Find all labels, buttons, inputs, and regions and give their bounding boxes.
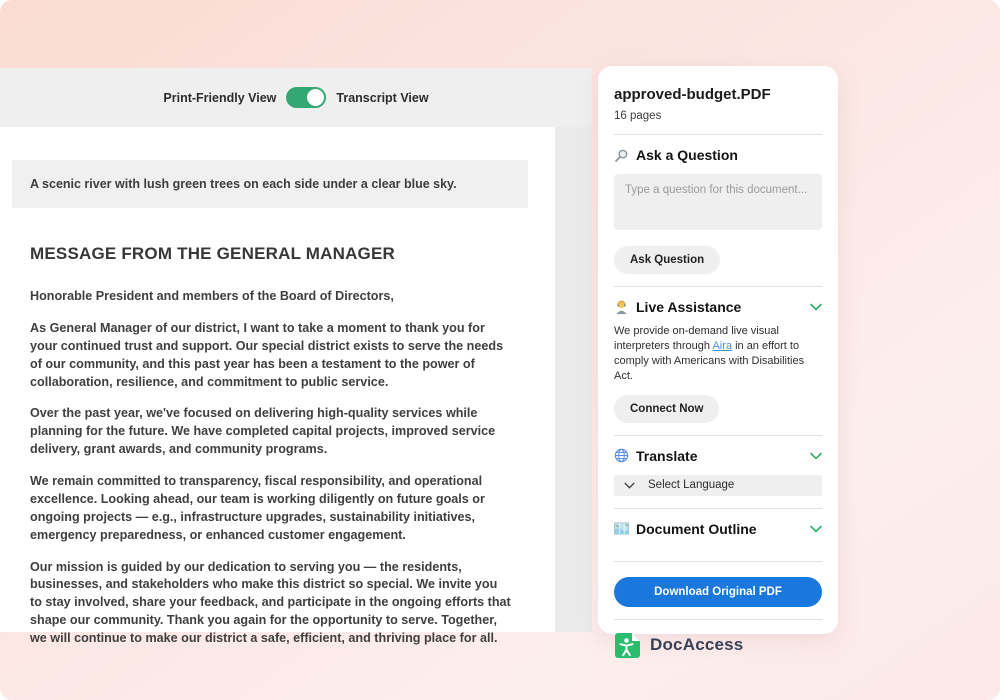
question-input[interactable] (614, 174, 822, 230)
divider (614, 134, 822, 135)
select-language-dropdown[interactable] (614, 475, 822, 496)
document-viewer (0, 68, 592, 645)
document-filename: approved-budget.PDF (614, 86, 771, 103)
live-assistance-title: Live Assistance (636, 299, 742, 315)
tools-sidebar (598, 66, 838, 655)
paragraph: Honorable President and members of the Board of Directors, (30, 289, 394, 303)
paragraph: Our mission is guided by our dedication to serving you — the residents, businesses, and stakeholders who make this district so special. We invite you to stay involved, share your feedback, and participate in the ongoing efforts that shape our community. Thank you again for the opportunity to serve. Together, we will continue to make our district a safe, efficient, and thriving place for all. (30, 559, 511, 645)
image-alt-text-box: A scenic river with lush green trees on each side under a clear blue sky. (12, 160, 528, 208)
transcript-view-label: Transcript View (336, 90, 429, 105)
print-friendly-view-label: Print-Friendly View (163, 90, 277, 105)
divider (614, 508, 822, 509)
live-assistance-header[interactable] (614, 299, 822, 315)
toggle-knob (307, 89, 324, 106)
ask-a-question-header (614, 147, 822, 163)
document-outline-title: Document Outline (636, 520, 757, 537)
search-icon (614, 148, 629, 163)
ask-a-question-title: Ask a Question (636, 147, 738, 163)
select-language-label: Select Language (648, 479, 735, 492)
translate-title: Translate (636, 447, 698, 464)
paragraph: We remain committed to transparency, fiscal responsibility, and operational excellence. Looking ahead, our team is working diligently on future goals or ongoing projects — e.g., infrastructure upgrades, sustainability initiatives, emergency preparedness, or enhanced customer engagement. (30, 474, 485, 542)
view-toolbar (0, 68, 592, 127)
document-body (30, 288, 512, 648)
aira-link[interactable]: Aira (712, 339, 733, 352)
live-text-before: We provide on-demand live visual interpreters through (614, 325, 779, 352)
translate-header[interactable] (614, 448, 822, 464)
chevron-down-icon[interactable] (810, 525, 822, 533)
brand-name: DocAccess (650, 635, 744, 655)
live-text-after: in an effort to comply with Americans with Disabilities Act. (614, 339, 805, 382)
paragraph: As General Manager of our district, I want to take a moment to thank you for your continued trust and support. Our special district exists to serve the needs of our community, and this past year has been a testament to the power of collaboration, resilience, and commitment to public service. (30, 320, 504, 389)
divider (614, 619, 822, 620)
document-heading: MESSAGE FROM THE GENERAL MANAGER (30, 244, 395, 263)
paragraph: Over the past year, we've focused on delivering high-quality services while planning for the future. We have completed capital projects, improved service delivery, grant awards, and community programs. (30, 406, 496, 457)
map-icon (614, 522, 629, 535)
page-count: 16 pages (614, 110, 662, 122)
brand-footer (614, 632, 822, 659)
document-page (0, 127, 555, 645)
divider (614, 435, 822, 436)
chevron-down-icon[interactable] (810, 303, 822, 311)
live-assistance-description (614, 324, 824, 384)
docaccess-logo-icon (614, 632, 641, 659)
chevron-down-icon (624, 482, 635, 489)
divider (614, 561, 822, 562)
connect-now-button[interactable]: Connect Now (614, 395, 719, 423)
ask-question-button[interactable]: Ask Question (614, 246, 720, 274)
live-interpreter-person-icon (614, 300, 629, 315)
chevron-down-icon[interactable] (810, 452, 822, 460)
globe-icon (614, 448, 629, 463)
view-mode-toggle[interactable] (286, 87, 326, 108)
document-outline-header[interactable] (614, 521, 822, 537)
divider (614, 286, 822, 287)
download-original-pdf-button[interactable]: Download Original PDF (614, 577, 822, 607)
